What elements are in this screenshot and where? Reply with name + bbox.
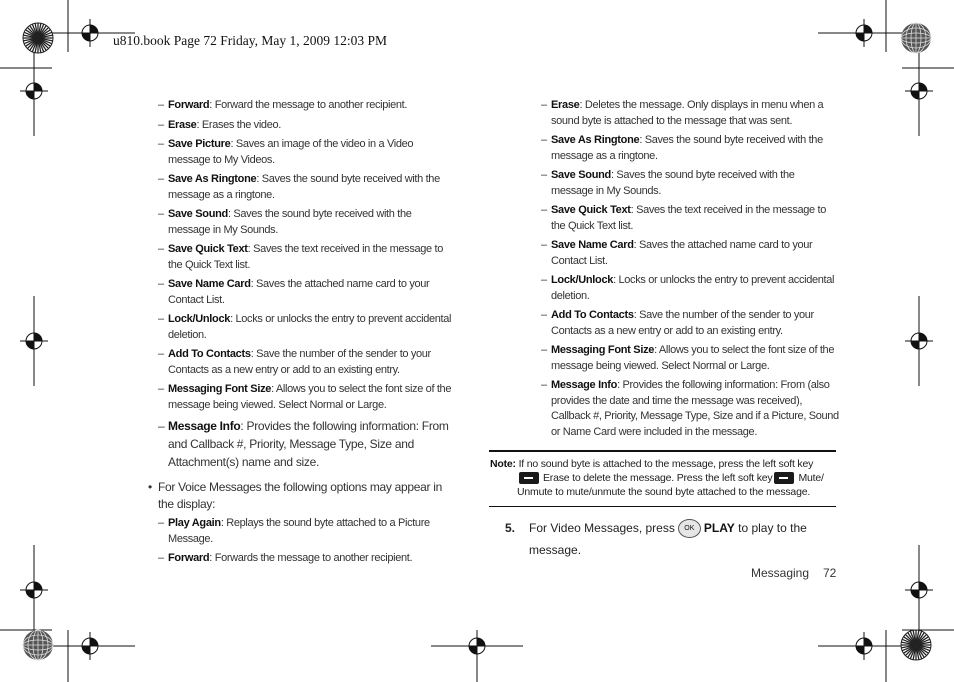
option-item: – Add To Contacts: Save the number of the sender to your Contacts as a new entry or add to an existing entry. [158,348,431,376]
voice-messages-bullet: • For Voice Messages the following options may appear in the display: [148,480,442,511]
option-item: – Forward: Forwards the message to another recipient. [158,552,413,564]
option-term: Save Name Card [551,239,634,251]
ok-key-icon: OK [678,519,701,538]
option-item: – Save Name Card: Saves the attached name card to your Contact List. [541,239,813,267]
option-desc: : Saves the sound byte received with the message as a ringtone. [551,134,823,162]
step-5 [505,517,835,561]
option-desc: : Erases the video. [196,118,281,131]
option-item: – Message Info: Provides the following information: From and Callback #, Priority, Message Type, Size and Attachment(s) name and size. [158,419,449,469]
option-desc: : Save the number of the sender to your Contacts as a new entry or add to an existing entry. [551,309,814,337]
footer-section-name: Messaging [751,566,810,580]
option-desc: : Forwards the message to another recipient. [209,552,413,564]
option-term: Save As Ringtone [551,134,640,146]
note-line-3: Unmute to mute/unmute the sound byte attached to the message. [517,486,811,498]
option-item: – Erase: Deletes the message. Only displays in menu when a sound byte is attached to the message that was sent. [541,99,824,127]
option-term: Add To Contacts [551,309,634,321]
option-item: – Erase: Erases the video. [158,118,281,131]
option-desc: : Saves the sound byte received with the message in My Sounds. [551,169,795,197]
option-term: Add To Contacts [168,348,251,360]
print-header: u810.book Page 72 Friday, May 1, 2009 12:03 PM [113,33,387,48]
option-term: Message Info [551,379,618,391]
page-number: 72 [823,566,837,580]
option-item: – Save As Ringtone: Saves the sound byte received with the message as a ringtone. [158,173,440,201]
step-number: 5. [505,521,516,535]
option-desc: : Saves the text received in the message to the Quick Text list. [551,204,826,232]
option-desc: : Locks or unlocks the entry to prevent accidental deletion. [168,313,452,341]
option-desc: : Saves the text received in the message to the Quick Text list. [168,243,443,271]
option-term: Save Name Card [168,278,251,290]
option-desc: : Locks or unlocks the entry to prevent accidental deletion. [551,274,835,302]
bullet-text: For Voice Messages the following options may appear in the display: [158,480,442,511]
option-term: Lock/Unlock [551,274,614,286]
option-term: Save Picture [168,138,231,150]
option-desc: : Provides the following information: From (also provides the date and time the message was received), Callback #, Priority, Message Type, Size and if a Picture, Sound or Name Card were included in the message. [551,379,839,438]
option-desc: : Save the number of the sender to your Contacts as a new entry or add to an existing entry. [168,348,431,376]
note-label: Note: [490,458,516,470]
option-item: – Save As Ringtone: Saves the sound byte received with the message as a ringtone. [541,134,823,162]
right-column [541,98,839,444]
option-term: Messaging Font Size [551,344,655,356]
option-item: – Save Quick Text: Saves the text received in the message to the Quick Text list. [158,243,443,271]
option-desc: : Allows you to select the font size of the message being viewed. Select Normal or Large. [168,383,452,411]
option-item: – Messaging Font Size: Allows you to select the font size of the message being viewed. Select Normal or Large. [541,344,835,372]
option-term: Save As Ringtone [168,173,257,185]
option-item: – Add To Contacts: Save the number of the sender to your Contacts as a new entry or add to an existing entry. [541,309,814,337]
option-term: Erase [168,118,197,131]
option-term: Message Info [168,419,241,433]
option-desc: : Saves the sound byte received with the message in My Sounds. [168,208,412,236]
step-text: For Video Messages, press OK PLAY to play to the message. [529,521,807,557]
option-term: Save Sound [551,169,611,181]
note-box [489,450,836,507]
option-term: Lock/Unlock [168,313,231,325]
option-item: – Save Quick Text: Saves the text received in the message to the Quick Text list. [541,204,826,232]
left-soft-key-icon [519,472,539,484]
option-term: Save Sound [168,208,228,220]
option-item: – Save Picture: Saves an image of the video in a Video message to My Videos. [158,138,414,166]
option-term: Save Quick Text [551,204,631,216]
option-term: Forward [168,99,210,111]
option-item: – Save Name Card: Saves the attached name card to your Contact List. [158,278,430,306]
option-term: Forward [168,552,210,564]
option-term: Play Again [168,517,221,529]
left-column [148,98,456,571]
option-desc: : Forward the message to another recipient. [209,99,408,111]
left-soft-key-icon [774,472,794,484]
option-term: Erase [551,99,580,111]
option-item: – Message Info: Provides the following information: From (also provides the date and time the message was received), Callback #, Priority, Message Type, Size and if a Picture, Sound or Name Card were included in the message. [541,379,839,438]
note-line-1: Note: If no sound byte is attached to the message, press the left soft key [490,458,814,470]
option-item: – Messaging Font Size: Allows you to select the font size of the message being viewed. Select Normal or Large. [158,383,452,411]
option-desc: : Saves the attached name card to your Contact List. [168,278,430,306]
option-item: – Save Sound: Saves the sound byte received with the message in My Sounds. [158,208,412,236]
option-item: – Save Sound: Saves the sound byte received with the message in My Sounds. [541,169,795,197]
option-desc: : Saves the attached name card to your Contact List. [551,239,813,267]
option-item: – Lock/Unlock: Locks or unlocks the entry to prevent accidental deletion. [541,274,835,302]
option-desc: : Provides the following information: From and Callback #, Priority, Message Type, Size and Attachment(s) name and size. [168,419,449,469]
option-desc: : Saves the sound byte received with the message as a ringtone. [168,173,440,201]
option-desc: : Deletes the message. Only displays in menu when a sound byte is attached to the message that was sent. [551,99,824,127]
note-line-2: Erase to delete the message. Press the left soft key Mute/ [517,472,824,484]
option-item: – Play Again: Replays the sound byte attached to a Picture Message. [158,517,430,545]
option-desc: : Allows you to select the font size of the message being viewed. Select Normal or Large. [551,344,835,372]
option-item: – Forward: Forward the message to another recipient. [158,99,408,111]
option-item: – Lock/Unlock: Locks or unlocks the entry to prevent accidental deletion. [158,313,452,341]
option-term: Save Quick Text [168,243,248,255]
option-term: Messaging Font Size [168,383,272,395]
option-desc: : Saves an image of the video in a Video message to My Videos. [168,138,414,166]
option-desc: : Replays the sound byte attached to a Picture Message. [168,517,430,545]
play-label: PLAY [703,521,735,535]
